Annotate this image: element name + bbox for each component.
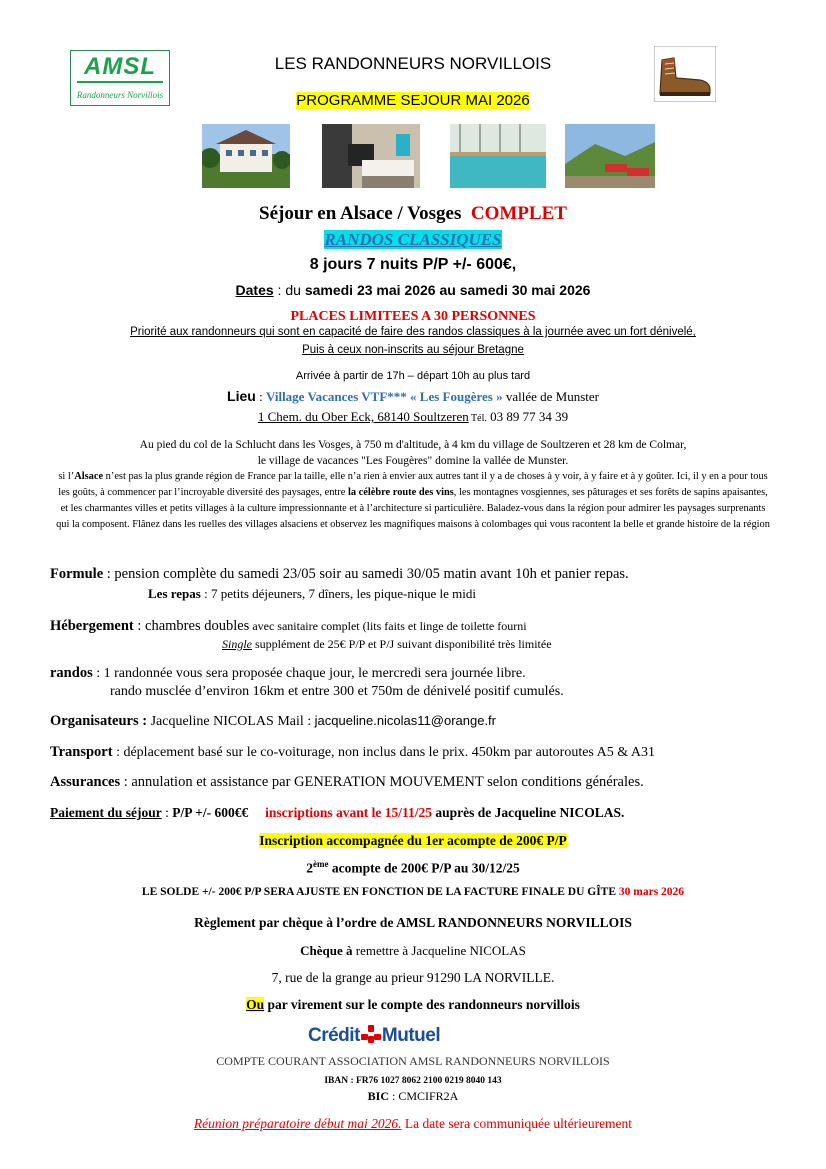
formule <box>50 566 629 583</box>
priority-line-1: Priorité aux randonneurs qui sont en capacité de faire des randos classiques à la journée avec un fort dénivelé, <box>130 326 696 338</box>
paiement-with: auprès de Jacqueline NICOLAS. <box>431 805 625 820</box>
programme-title <box>0 92 826 109</box>
paiement <box>50 805 624 821</box>
acompte-2-num: 2 <box>306 860 313 876</box>
acompte-2 <box>0 859 826 877</box>
hebergement-text: : chambres doubles <box>133 618 250 634</box>
hebergement-detail: avec sanitaire complet (lits faits et linge de toilette fourni <box>249 619 527 633</box>
description-intro <box>0 437 826 469</box>
location-valley: vallée de Munster <box>502 389 599 404</box>
bank-logo-right: Mutuel <box>381 1025 441 1046</box>
cheque <box>0 943 826 959</box>
hebergement-label: Hébergement <box>50 618 134 634</box>
virement <box>0 997 826 1013</box>
reunion-italic: Réunion préparatoire début mai 2026. <box>193 1116 402 1131</box>
transport-text: : déplacement basé sur le co-voiturage, non inclus dans le prix. 450km par autoroutes A5 & A31 <box>112 745 655 760</box>
location-label: Lieu <box>227 388 256 404</box>
bic <box>0 1089 826 1104</box>
acompte-2-text: acompte de 200€ P/P au 30/12/25 <box>328 860 520 876</box>
repas <box>148 586 476 602</box>
programme-label: PROGRAMME SEJOUR MAI 2026 <box>296 92 530 109</box>
reunion-rest: La date sera communiquée ultérieurement <box>401 1116 633 1131</box>
assurances <box>50 774 644 791</box>
assurances-text: : annulation et assistance par GENERATION MOUVEMENT selon conditions générales. <box>120 774 644 790</box>
paiement-sep: : <box>161 805 173 820</box>
tel-label: Tél. <box>468 413 487 424</box>
rando-type-label: RANDOS CLASSIQUES <box>324 230 502 249</box>
solde-date: 30 mars 2026 <box>618 886 685 898</box>
cheque-label: Chèque à <box>300 943 353 958</box>
desc-end: , les montagnes vosgiennes, ses pâturages et ses forêts de sapins apaisantes, et les charmantes villes et petits villages à la culture impressionnante et à l’architecture si particulière. Baladez-vous dans la région pour admirer les paysages surprenants qui la composent. Flânez dans les ruelles des villages alsaciens et observez les magnifiques maisons à colombages qui vous racontent la belle et grande histoire de la région <box>56 487 770 530</box>
logo-text: AMSL <box>84 53 156 80</box>
location <box>0 388 826 405</box>
paiement-amount: P/P +/- 600€€ <box>172 805 249 820</box>
organisateurs-label: Organisateurs : <box>50 713 148 729</box>
rando-type <box>0 230 826 250</box>
dates-value: samedi 23 mai 2026 au samedi 30 mai 2026 <box>304 282 591 298</box>
terrace-photo <box>565 124 655 188</box>
reunion <box>0 1116 826 1132</box>
destination: Séjour en Alsace / Vosges <box>259 203 462 224</box>
location-name: Village Vacances VTF*** « Les Fougères » <box>265 389 503 404</box>
desc-start: si l’ <box>58 471 75 482</box>
address-line <box>0 409 826 425</box>
single <box>222 637 552 652</box>
organiser-email[interactable]: jacqueline.nicolas11@orange.fr <box>314 713 497 728</box>
reglement: Règlement par chèque à l’ordre de AMSL RANDONNEURS NORVILLOIS <box>194 915 632 930</box>
single-label: Single <box>222 637 252 651</box>
randos-detail: rando musclée d’environ 16km et entre 300 et 750m de dénivelé positif cumulés. <box>110 684 564 699</box>
repas-text: : 7 petits déjeuners, 7 dîners, les pique-nique le midi <box>200 586 476 601</box>
cheque-address: 7, rue de la grange au prieur 91290 LA NORVILLE. <box>271 970 555 985</box>
tel: 03 89 77 34 39 <box>486 409 569 424</box>
credit-mutuel-emblem-icon <box>361 1025 381 1043</box>
desc-alsace: Alsace <box>74 471 104 482</box>
stay-title <box>0 203 826 225</box>
repas-label: Les repas <box>148 586 201 601</box>
credit-mutuel-logo <box>308 1025 440 1047</box>
solde-text: LE SOLDE +/- 200€ P/P SERA AJUSTE EN FONCTION DE LA FACTURE FINALE DU GÎTE <box>141 886 619 898</box>
paiement-deadline: inscriptions avant le 15/11/25 <box>265 805 432 820</box>
building-photo <box>202 124 290 188</box>
acompte-1 <box>0 833 826 849</box>
acompte-1-label: Inscription accompagnée du 1er acompte de 200€ P/P <box>259 833 567 848</box>
single-text: supplément de 25€ P/P et P/J suivant disponibilité très limitée <box>252 637 552 651</box>
logo-subtitle: Randonneurs Norvillois <box>76 90 164 100</box>
location-sep: : <box>255 389 266 404</box>
virement-text: par virement sur le compte des randonneurs norvillois <box>264 997 580 1012</box>
bic-sep: : CMCIFR2A <box>388 1089 459 1103</box>
paiement-label: Paiement du séjour <box>50 805 162 820</box>
description-line-1: Au pied du col de la Schlucht dans les Vosges, à 750 m d'altitude, à 4 km du village de Soultzeren et 28 km de Colmar, <box>139 439 687 451</box>
pool-photo <box>450 124 546 188</box>
randos <box>50 665 526 682</box>
arrival-info: Arrivée à partir de 17h – départ 10h au plus tard <box>295 370 531 382</box>
randos-label: randos <box>50 665 93 681</box>
desc-route: la célèbre route des vins <box>347 487 454 498</box>
iban: IBAN : FR76 1027 8062 2100 0219 8040 143 <box>324 1076 502 1086</box>
bedroom-photo <box>322 124 420 188</box>
places-limit: PLACES LIMITEES A 30 PERSONNES <box>290 309 536 324</box>
club-name: LES RANDONNEURS NORVILLOIS <box>274 54 552 73</box>
bank-logo-left: Crédit <box>308 1025 360 1046</box>
address: 1 Chem. du Ober Eck, 68140 Soultzeren <box>257 409 469 424</box>
desc-mid: n’est pas la plus grande région de France par la taille, elle n’a rien à envier aux autres tant il y a de choses à y voir, à y faire et à y goûter. Ici, il y en a pour tous les goûts, à commencer par l’incroyable diversité des paysages, entre <box>58 471 768 498</box>
description-body <box>56 469 770 533</box>
description-line-2: le village de vacances "Les Fougères" domine la vallée de Munster. <box>257 455 569 467</box>
assurances-label: Assurances <box>50 774 121 790</box>
bic-label: BIC <box>367 1089 389 1103</box>
dates-label: Dates <box>235 282 274 298</box>
transport-label: Transport <box>50 744 113 760</box>
cheque-text: remettre à Jacqueline NICOLAS <box>352 943 526 958</box>
hebergement <box>50 618 527 635</box>
solde <box>0 886 826 898</box>
formule-text: : pension complète du samedi 23/05 soir au samedi 30/05 matin avant 10h et panier repas. <box>103 566 629 582</box>
priority-line-2: Puis à ceux non-inscrits au séjour Bretagne <box>302 344 524 356</box>
dates <box>0 282 826 298</box>
acompte-2-sup: ème <box>313 859 329 869</box>
transport <box>50 744 655 761</box>
duration: 8 jours 7 nuits P/P +/- 600€, <box>309 256 517 273</box>
logo-line <box>77 81 163 83</box>
formule-label: Formule <box>50 566 104 582</box>
organisateurs <box>50 713 496 730</box>
randos-text: : 1 randonnée vous sera proposée chaque jour, le mercredi sera journée libre. <box>92 666 526 681</box>
status-badge: COMPLET <box>470 203 567 224</box>
organisateurs-text: Jacqueline NICOLAS Mail : <box>147 714 315 729</box>
dates-sep: : du <box>273 282 305 298</box>
ou-label: Ou <box>246 997 265 1012</box>
bank-account: COMPTE COURANT ASSOCIATION AMSL RANDONNEURS NORVILLOIS <box>216 1054 610 1068</box>
